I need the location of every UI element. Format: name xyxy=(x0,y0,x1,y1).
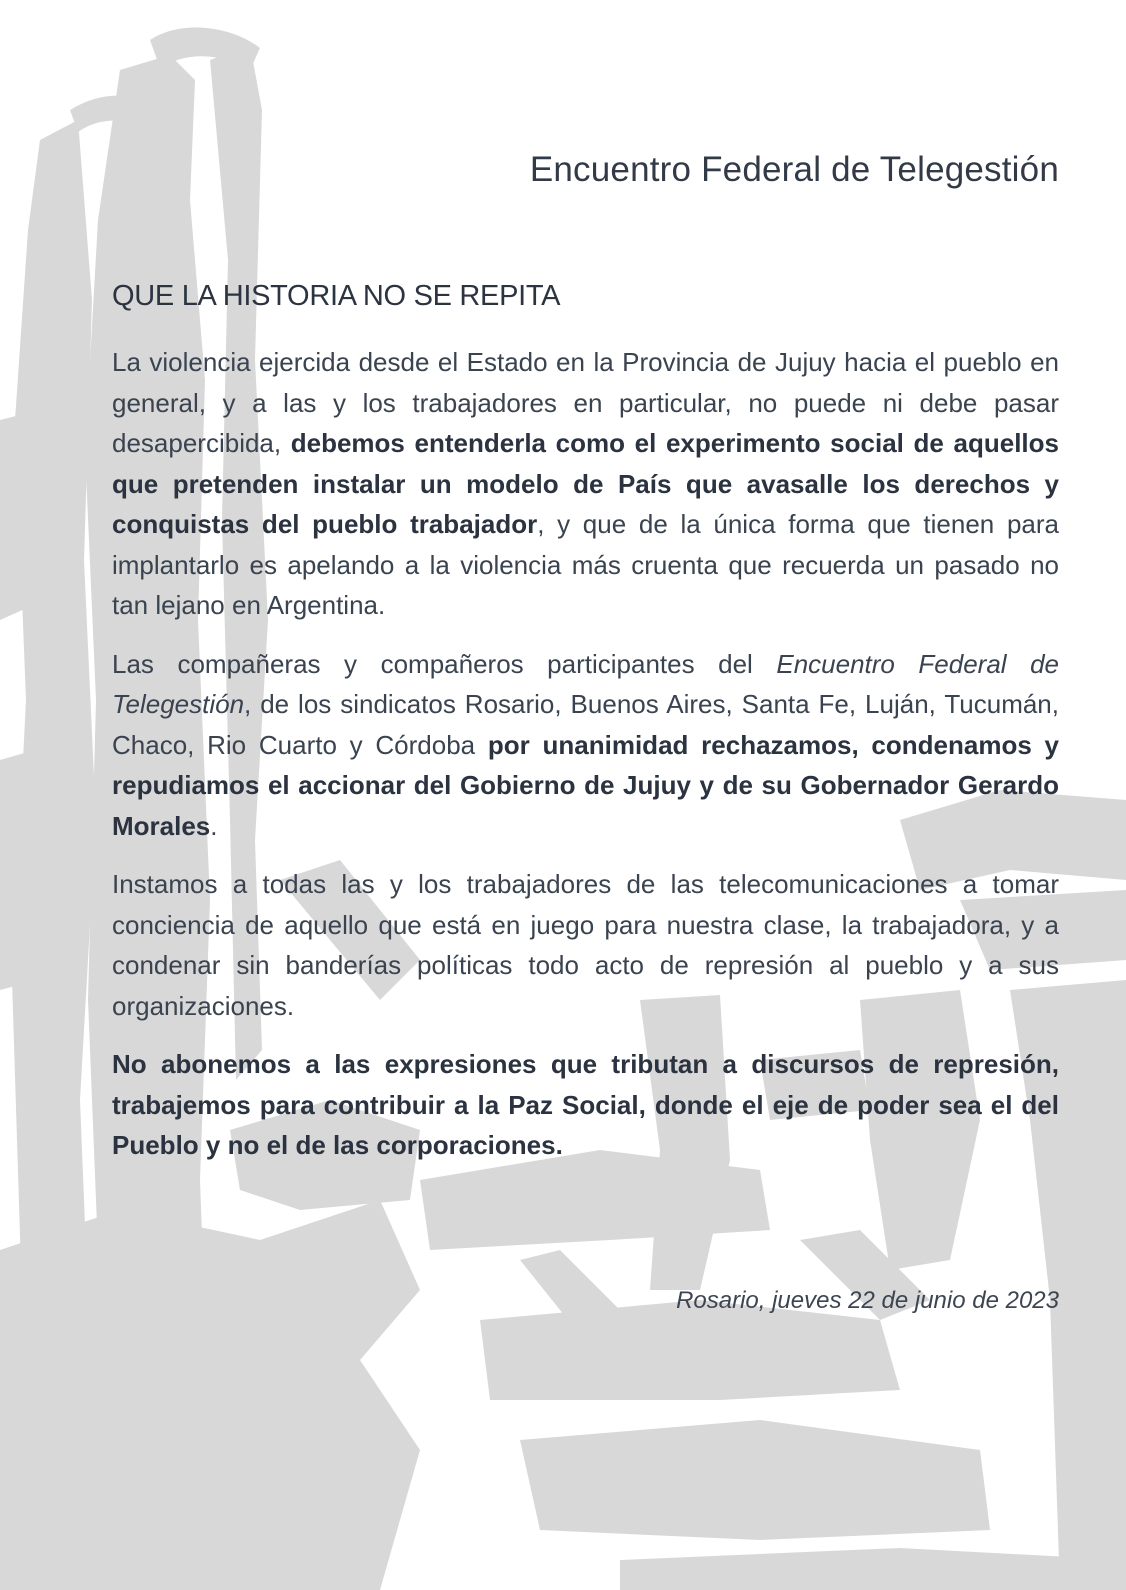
paragraph-1-bold: debemos entenderla como el experimento social de aquellos que pretenden instalar un modelo de País que avasalle los derechos y conquistas del pueblo trabajador xyxy=(112,428,1059,539)
paragraph-2-bold: por unanimidad rechazamos, condenamos y repudiamos el accionar del Gobierno de Jujuy y de su Gobernador Gerardo Morales xyxy=(112,729,1059,841)
paragraph-2-text-e: . xyxy=(210,810,218,841)
letter-body xyxy=(112,342,1059,1184)
paragraph-2-text-c: , de los sindicatos Rosario, Buenos Aires, Santa Fe, Luján, Tucumán, Chaco, Rio Cuarto y Córdoba xyxy=(112,689,1059,760)
paragraph-4 xyxy=(112,1044,1059,1166)
paragraph-2 xyxy=(112,644,1059,847)
paragraph-2-text-a: Las compañeras y compañeros participantes del xyxy=(112,648,777,679)
organization-title: Encuentro Federal de Telegestión xyxy=(529,150,1059,189)
paragraph-1-text-c: , y que de la única forma que tienen para implantarlo es apelando a la violencia más cruenta que recuerda un pasado no tan lejano en Argentina. xyxy=(112,509,1059,620)
signature-date: Rosario, jueves 22 de junio de 2023 xyxy=(676,1287,1059,1314)
paragraph-1 xyxy=(112,342,1059,626)
paragraph-1-text-a: La violencia ejercida desde el Estado en la Provincia de Jujuy hacia el pueblo en general, y a las y los trabajadores en particular, no puede ni debe pasar desapercibida, xyxy=(112,347,1059,458)
paragraph-3: Instamos a todas las y los trabajadores de las telecomunicaciones a tomar conciencia de aquello que está en juego para nuestra clase, la trabajadora, y a condenar sin banderías políticas todo acto de represión al pueblo y a sus organizaciones. xyxy=(112,869,1059,1021)
letter-heading: QUE LA HISTORIA NO SE REPITA xyxy=(112,280,561,312)
paragraph-4-bold: No abonemos a las expresiones que tributan a discursos de represión, trabajemos para contribuir a la Paz Social, donde el eje de poder sea el del Pueblo y no el de las corporaciones. xyxy=(112,1049,1059,1160)
paragraph-2-italic: Encuentro Federal de Telegestión xyxy=(112,648,1060,719)
